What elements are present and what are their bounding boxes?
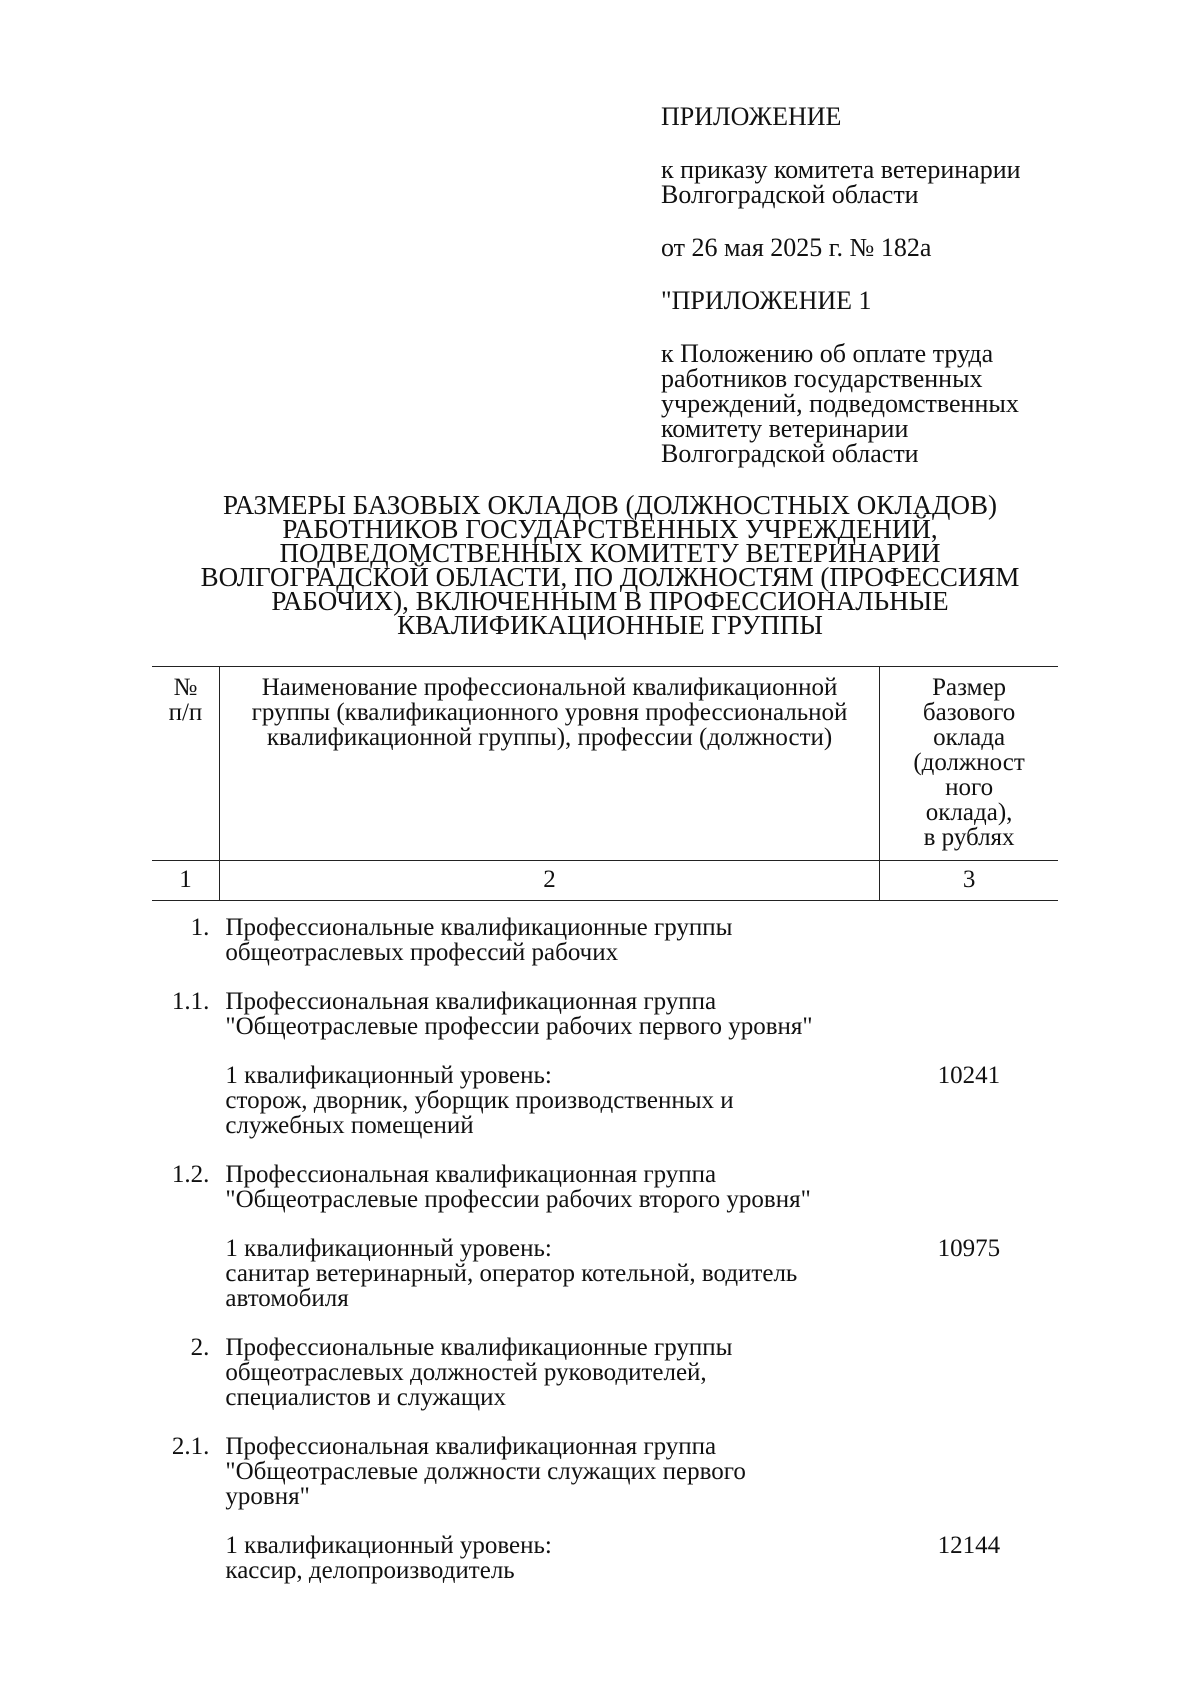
table-row bbox=[152, 1521, 1058, 1595]
order-reference bbox=[661, 157, 1121, 207]
table-row bbox=[152, 1051, 1058, 1150]
header-name-line: квалификационной группы), профессии (должности) bbox=[266, 724, 833, 751]
regulation-line: учреждений, подведомственных bbox=[661, 389, 1019, 418]
row-description bbox=[219, 901, 879, 978]
column-number: 3 bbox=[880, 861, 1058, 901]
row-salary bbox=[880, 1422, 1058, 1521]
header-number bbox=[152, 667, 219, 861]
header-salary-line: в рублях bbox=[923, 824, 1015, 851]
header-salary-line: базового bbox=[922, 699, 1016, 726]
regulation-line: к Положению об оплате труда bbox=[661, 339, 994, 368]
row-number bbox=[152, 1051, 219, 1150]
row-text-line: общеотраслевых должностей руководителей, bbox=[225, 1359, 707, 1386]
row-text-line: санитар ветеринарный, оператор котельной, водитель bbox=[225, 1260, 798, 1287]
row-number: 1. bbox=[190, 914, 210, 941]
row-text-line: "Общеотраслевые должности служащих первого bbox=[225, 1458, 746, 1485]
table-row bbox=[152, 901, 1058, 978]
row-text-line: автомобиля bbox=[225, 1285, 349, 1312]
column-numbers-row bbox=[152, 861, 1058, 901]
row-description bbox=[219, 977, 879, 1051]
title-line: ВОЛГОГРАДСКОЙ ОБЛАСТИ, ПО ДОЛЖНОСТЯМ (ПРОФЕССИЯМ bbox=[200, 562, 1020, 592]
document-title bbox=[150, 490, 1070, 640]
row-salary bbox=[880, 1323, 1058, 1422]
row-description bbox=[219, 1323, 879, 1422]
row-number: 2. bbox=[190, 1334, 210, 1361]
row-salary bbox=[880, 1150, 1058, 1224]
row-text-line: 1 квалификационный уровень: bbox=[225, 1062, 552, 1089]
regulation-line: комитету ветеринарии bbox=[661, 414, 909, 443]
appendix-header bbox=[661, 104, 1121, 466]
row-text-line: кассир, делопроизводитель bbox=[225, 1557, 515, 1584]
row-salary: 10975 bbox=[937, 1235, 1001, 1262]
table-row bbox=[152, 1422, 1058, 1521]
row-text-line: Профессиональные квалификационные группы bbox=[225, 1334, 733, 1361]
row-text-line: уровня" bbox=[225, 1483, 310, 1510]
row-text-line: Профессиональные квалификационные группы bbox=[225, 914, 733, 941]
title-line: РАЗМЕРЫ БАЗОВЫХ ОКЛАДОВ (ДОЛЖНОСТНЫХ ОКЛАДОВ) bbox=[223, 490, 997, 520]
table-row bbox=[152, 1323, 1058, 1422]
row-number: 2.1. bbox=[171, 1433, 210, 1460]
row-text-line: 1 квалификационный уровень: bbox=[225, 1532, 552, 1559]
header-salary bbox=[880, 667, 1058, 861]
table-header-row bbox=[152, 667, 1058, 861]
table-row bbox=[152, 1224, 1058, 1323]
title-line: КВАЛИФИКАЦИОННЫЕ ГРУППЫ bbox=[397, 610, 823, 640]
row-number bbox=[152, 1224, 219, 1323]
header-salary-line: оклада bbox=[933, 724, 1006, 751]
title-line: РАБОЧИХ), ВКЛЮЧЕННЫМ В ПРОФЕССИОНАЛЬНЫЕ bbox=[271, 586, 949, 616]
column-number: 2 bbox=[219, 861, 879, 901]
header-salary-line: ного bbox=[945, 774, 994, 801]
appendix-1-title: "ПРИЛОЖЕНИЕ 1 bbox=[661, 286, 872, 315]
row-text-line: служебных помещений bbox=[225, 1112, 474, 1139]
row-text-line: "Общеотраслевые профессии рабочих второго уровня" bbox=[225, 1186, 811, 1213]
row-text-line: общеотраслевых профессий рабочих bbox=[225, 939, 619, 966]
row-description bbox=[219, 1422, 879, 1521]
row-salary: 10241 bbox=[937, 1062, 1001, 1089]
header-salary-line: оклада), bbox=[925, 799, 1013, 826]
header-name bbox=[219, 667, 879, 861]
row-description bbox=[219, 1150, 879, 1224]
regulation-line: работников государственных bbox=[661, 364, 983, 393]
column-number: 1 bbox=[152, 861, 219, 901]
row-text-line: сторож, дворник, уборщик производственных и bbox=[225, 1087, 734, 1114]
title-line: ПОДВЕДОМСТВЕННЫХ КОМИТЕТУ ВЕТЕРИНАРИИ bbox=[279, 538, 941, 568]
row-text-line: "Общеотраслевые профессии рабочих первого уровня" bbox=[225, 1013, 813, 1040]
regulation-line: Волгоградской области bbox=[661, 439, 919, 468]
order-reference-line: к приказу комитета ветеринарии bbox=[661, 155, 1021, 184]
row-description bbox=[219, 1224, 879, 1323]
table-row bbox=[152, 1150, 1058, 1224]
title-line: РАБОТНИКОВ ГОСУДАРСТВЕННЫХ УЧРЕЖДЕНИЙ, bbox=[282, 514, 938, 544]
table-row bbox=[152, 977, 1058, 1051]
header-salary-line: Размер bbox=[932, 674, 1007, 701]
row-text-line: Профессиональная квалификационная группа bbox=[225, 988, 717, 1015]
header-salary-line: (должност bbox=[913, 749, 1025, 776]
row-salary: 12144 bbox=[937, 1532, 1001, 1559]
row-text-line: Профессиональная квалификационная группа bbox=[225, 1433, 717, 1460]
row-salary bbox=[880, 977, 1058, 1051]
header-name-line: группы (квалификационного уровня профессиональной bbox=[251, 699, 848, 726]
salary-table bbox=[152, 666, 1058, 1595]
row-number: 1.1. bbox=[171, 988, 210, 1015]
row-text-line: Профессиональная квалификационная группа bbox=[225, 1161, 717, 1188]
appendix-title: ПРИЛОЖЕНИЕ bbox=[661, 102, 842, 131]
row-number: 1.2. bbox=[171, 1161, 210, 1188]
row-text-line: 1 квалификационный уровень: bbox=[225, 1235, 552, 1262]
regulation-reference bbox=[661, 341, 1121, 466]
row-description bbox=[219, 1521, 879, 1595]
row-text-line: специалистов и служащих bbox=[225, 1384, 507, 1411]
header-number-line: п/п bbox=[168, 699, 203, 726]
row-salary bbox=[880, 901, 1058, 978]
order-date: от 26 мая 2025 г. № 182а bbox=[661, 233, 932, 262]
header-number-line: № bbox=[173, 674, 198, 701]
row-description bbox=[219, 1051, 879, 1150]
order-reference-line: Волгоградской области bbox=[661, 180, 919, 209]
row-number bbox=[152, 1521, 219, 1595]
header-name-line: Наименование профессиональной квалификационной bbox=[261, 674, 838, 701]
